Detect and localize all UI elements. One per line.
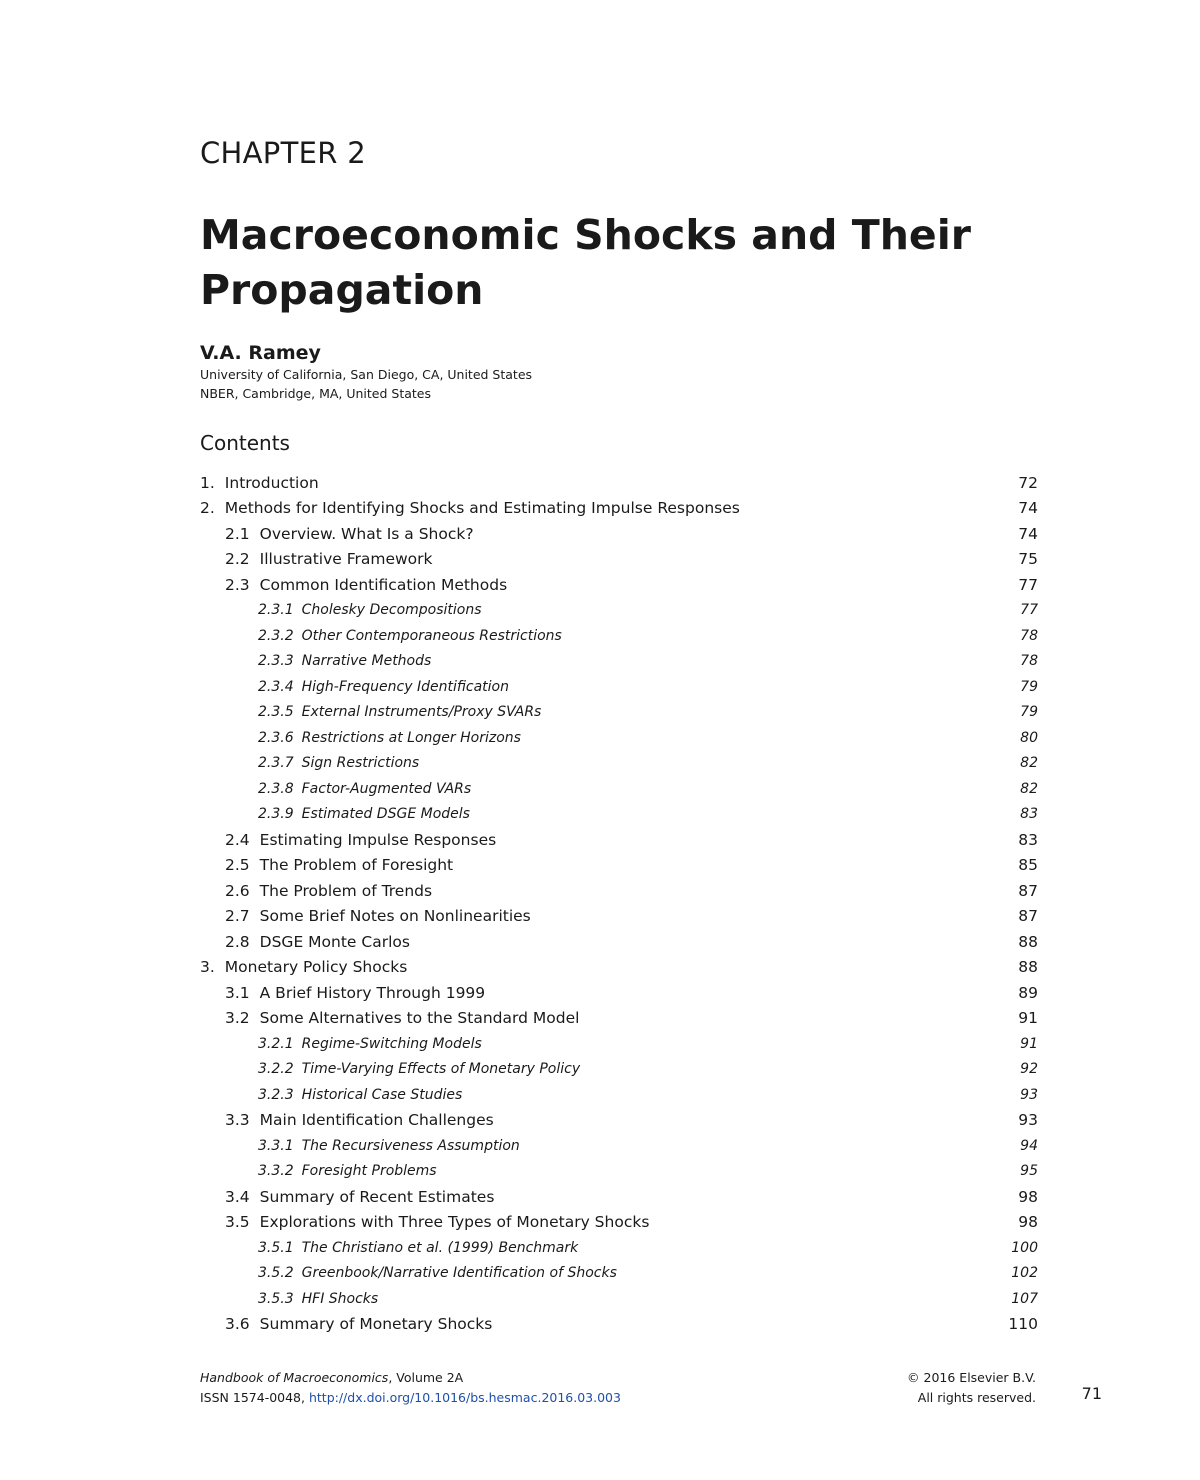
toc-entry[interactable] — [200, 521, 1038, 547]
toc-entry[interactable] — [200, 1133, 1038, 1159]
toc-entry-page: 78 — [1020, 627, 1038, 644]
toc-entry-number: 1. — [200, 473, 215, 492]
toc-entry-label — [225, 1009, 579, 1027]
toc-entry-page: 87 — [1018, 881, 1038, 900]
toc-entry-label — [258, 1036, 482, 1052]
toc-entry[interactable] — [200, 1312, 1038, 1338]
toc-entry-label — [200, 499, 740, 517]
toc-entry-page: 77 — [1020, 602, 1038, 619]
toc-entry[interactable] — [200, 623, 1038, 649]
toc-entry[interactable] — [200, 1261, 1038, 1287]
toc-entry-label — [225, 856, 453, 874]
toc-entry-label — [225, 882, 432, 900]
toc-entry-label — [225, 576, 507, 594]
toc-entry-title: Estimating Impulse Responses — [259, 830, 497, 849]
toc-entry-page: 93 — [1020, 1086, 1038, 1103]
book-title: Handbook of Macroeconomics — [200, 1370, 389, 1385]
toc-entry-title: External Instruments/Proxy SVARs — [301, 704, 542, 721]
toc-entry-number: 2.3.7 — [258, 755, 294, 772]
chapter-title: Macroeconomic Shocks and Their Propagation — [200, 211, 971, 314]
toc-entry-number: 3.5.2 — [258, 1265, 294, 1282]
toc-entry-title: Some Brief Notes on Nonlinearities — [259, 907, 531, 926]
toc-entry-title: Regime-Switching Models — [301, 1035, 482, 1052]
toc-entry[interactable] — [200, 955, 1038, 981]
toc-entry-number: 3.1 — [225, 983, 250, 1002]
toc-entry-label — [258, 653, 431, 669]
toc-entry-page: 95 — [1020, 1163, 1038, 1180]
toc-entry-title: Restrictions at Longer Horizons — [301, 729, 521, 746]
toc-entry[interactable] — [200, 853, 1038, 879]
toc-entry-title: Estimated DSGE Models — [301, 806, 470, 823]
author-affiliation: University of California, San Diego, CA, United States — [200, 367, 533, 382]
toc-entry-page: 91 — [1018, 1009, 1038, 1028]
toc-entry-title: Cholesky Decompositions — [301, 602, 482, 619]
toc-entry-page: 85 — [1018, 856, 1038, 875]
toc-entry-label — [258, 806, 470, 822]
toc-entry-page: 89 — [1018, 983, 1038, 1002]
toc-entry[interactable] — [200, 1235, 1038, 1261]
toc-entry-page: 98 — [1018, 1187, 1038, 1206]
toc-entry-title: Summary of Recent Estimates — [259, 1187, 495, 1206]
toc-entry-label — [258, 602, 482, 618]
toc-entry-title: Factor-Augmented VARs — [301, 780, 472, 797]
toc-entry[interactable] — [200, 1108, 1038, 1134]
toc-entry-label — [258, 1240, 578, 1256]
toc-entry-label — [258, 730, 521, 746]
toc-entry-title: Summary of Monetary Shocks — [259, 1315, 493, 1334]
toc-entry-label — [258, 1265, 617, 1281]
toc-entry-title: Overview. What Is a Shock? — [259, 524, 474, 543]
toc-entry-label — [200, 958, 407, 976]
toc-entry-page: 82 — [1020, 755, 1038, 772]
toc-entry-title: Sign Restrictions — [301, 755, 420, 772]
book-volume: , Volume 2A — [388, 1370, 464, 1385]
toc-entry-number: 3.2 — [225, 1009, 250, 1028]
toc-entry-title: Illustrative Framework — [259, 550, 433, 569]
footer-copyright — [780, 1368, 1036, 1408]
toc-entry-label — [225, 933, 410, 951]
toc-entry-number: 2.3.1 — [258, 602, 294, 619]
toc-entry[interactable] — [200, 649, 1038, 675]
toc-entry-number: 3.3 — [225, 1111, 250, 1130]
toc-entry[interactable] — [200, 929, 1038, 955]
toc-entry[interactable] — [200, 1031, 1038, 1057]
page-number: 71 — [1081, 1384, 1102, 1403]
toc-entry[interactable] — [200, 700, 1038, 726]
toc-entry-number: 2.5 — [225, 856, 250, 875]
toc-entry[interactable] — [200, 470, 1038, 496]
toc-entry[interactable] — [200, 674, 1038, 700]
toc-entry[interactable] — [200, 1210, 1038, 1236]
toc-entry-number: 3.6 — [225, 1315, 250, 1334]
toc-entry-number: 3.2.2 — [258, 1061, 294, 1078]
toc-entry-page: 102 — [1011, 1265, 1038, 1282]
toc-entry-label — [258, 1163, 437, 1179]
toc-entry-number: 2.2 — [225, 550, 250, 569]
toc-entry-label — [258, 1061, 580, 1077]
toc-entry-label — [258, 628, 562, 644]
toc-entry[interactable] — [200, 496, 1038, 522]
toc-entry[interactable] — [200, 904, 1038, 930]
toc-entry-title: The Christiano et al. (1999) Benchmark — [301, 1239, 579, 1256]
toc-entry-label — [225, 907, 531, 925]
toc-entry-label — [225, 1188, 494, 1206]
toc-entry-title: Greenbook/Narrative Identification of Shocks — [301, 1265, 617, 1282]
toc-entry-title: Main Identification Challenges — [259, 1111, 494, 1130]
toc-entry-page: 88 — [1018, 958, 1038, 977]
toc-entry[interactable] — [200, 802, 1038, 828]
toc-entry-page: 83 — [1020, 806, 1038, 823]
toc-entry-page: 77 — [1018, 575, 1038, 594]
toc-entry-title: Time-Varying Effects of Monetary Policy — [301, 1061, 581, 1078]
toc-entry[interactable] — [200, 1286, 1038, 1312]
toc-entry-number: 3.4 — [225, 1187, 250, 1206]
toc-entry-title: Explorations with Three Types of Monetary Shocks — [259, 1213, 650, 1232]
toc-entry-page: 74 — [1018, 524, 1038, 543]
toc-entry-number: 2.8 — [225, 932, 250, 951]
toc-entry-label — [225, 1315, 492, 1333]
table-of-contents — [200, 470, 1038, 1337]
toc-entry-number: 2.3.6 — [258, 729, 294, 746]
footer-citation — [200, 1368, 621, 1408]
toc-entry-number: 2.3.4 — [258, 678, 294, 695]
toc-entry-number: 2.3.3 — [258, 653, 294, 670]
toc-entry[interactable] — [200, 547, 1038, 573]
toc-entry[interactable] — [200, 878, 1038, 904]
toc-entry-title: The Recursiveness Assumption — [301, 1137, 520, 1154]
toc-entry-label — [225, 550, 433, 568]
toc-entry-title: The Problem of Trends — [259, 881, 433, 900]
toc-entry-page: 87 — [1018, 907, 1038, 926]
toc-entry[interactable] — [200, 827, 1038, 853]
toc-entry-page: 79 — [1020, 704, 1038, 721]
toc-entry-number: 3.2.1 — [258, 1035, 294, 1052]
toc-entry[interactable] — [200, 1006, 1038, 1032]
toc-entry-title: Methods for Identifying Shocks and Estimating Impulse Responses — [224, 499, 740, 518]
toc-entry-page: 75 — [1018, 550, 1038, 569]
toc-entry-label — [258, 755, 419, 771]
toc-entry-title: HFI Shocks — [301, 1290, 379, 1307]
toc-entry-page: 72 — [1018, 473, 1038, 492]
toc-entry-number: 2.6 — [225, 881, 250, 900]
toc-entry-page: 88 — [1018, 932, 1038, 951]
toc-entry-page: 82 — [1020, 780, 1038, 797]
toc-entry-page: 91 — [1020, 1035, 1038, 1052]
toc-entry[interactable] — [200, 980, 1038, 1006]
toc-entry[interactable] — [200, 1057, 1038, 1083]
toc-entry[interactable] — [200, 725, 1038, 751]
toc-entry-number: 3.5.3 — [258, 1290, 294, 1307]
author-affiliation: NBER, Cambridge, MA, United States — [200, 386, 431, 401]
toc-entry-title: Introduction — [224, 473, 319, 492]
toc-entry-page: 107 — [1011, 1290, 1038, 1307]
toc-entry-label — [258, 1291, 378, 1307]
toc-entry[interactable] — [200, 572, 1038, 598]
toc-entry-page: 79 — [1020, 678, 1038, 695]
toc-entry-number: 2.4 — [225, 830, 250, 849]
toc-entry-label — [258, 1138, 520, 1154]
toc-entry-number: 3.5 — [225, 1213, 250, 1232]
toc-entry-number: 2.3.8 — [258, 780, 294, 797]
toc-entry-number: 2.3.9 — [258, 806, 294, 823]
toc-entry-page: 98 — [1018, 1213, 1038, 1232]
toc-entry-number: 2.3.5 — [258, 704, 294, 721]
toc-entry-title: The Problem of Foresight — [259, 856, 454, 875]
toc-entry-label — [225, 1213, 649, 1231]
toc-entry[interactable] — [200, 1159, 1038, 1185]
toc-entry-title: Foresight Problems — [301, 1163, 437, 1180]
contents-heading: Contents — [200, 431, 290, 455]
toc-entry-title: DSGE Monte Carlos — [259, 932, 410, 951]
toc-entry-label — [258, 704, 541, 720]
toc-entry-title: Some Alternatives to the Standard Model — [259, 1009, 580, 1028]
toc-entry-number: 3.3.2 — [258, 1163, 294, 1180]
toc-entry-label — [225, 831, 496, 849]
toc-entry-number: 3. — [200, 958, 215, 977]
toc-entry-number: 2.3 — [225, 575, 250, 594]
chapter-label: CHAPTER 2 — [200, 136, 366, 170]
toc-entry-number: 3.2.3 — [258, 1086, 294, 1103]
toc-entry-label — [258, 781, 471, 797]
toc-entry-label — [225, 1111, 494, 1129]
author-name: V.A. Ramey — [200, 342, 321, 364]
toc-entry-page: 93 — [1018, 1111, 1038, 1130]
issn: ISSN 1574-0048, — [200, 1390, 309, 1405]
toc-entry-number: 2. — [200, 499, 215, 518]
toc-entry-title: Historical Case Studies — [301, 1086, 463, 1103]
toc-entry-label — [225, 525, 474, 543]
rights-notice: All rights reserved. — [917, 1390, 1036, 1405]
toc-entry-label — [200, 474, 319, 492]
toc-entry-number: 2.7 — [225, 907, 250, 926]
toc-entry-page: 74 — [1018, 499, 1038, 518]
toc-entry-label — [258, 1087, 462, 1103]
toc-entry[interactable] — [200, 1184, 1038, 1210]
toc-entry[interactable] — [200, 751, 1038, 777]
toc-entry-page: 78 — [1020, 653, 1038, 670]
toc-entry[interactable] — [200, 776, 1038, 802]
toc-entry-title: Other Contemporaneous Restrictions — [301, 627, 562, 644]
toc-entry-page: 83 — [1018, 830, 1038, 849]
toc-entry-number: 3.5.1 — [258, 1239, 294, 1256]
toc-entry-title: A Brief History Through 1999 — [259, 983, 486, 1002]
toc-entry[interactable] — [200, 1082, 1038, 1108]
toc-entry-page: 110 — [1008, 1315, 1038, 1334]
toc-entry-number: 2.1 — [225, 524, 250, 543]
toc-entry-title: Common Identification Methods — [259, 575, 508, 594]
toc-entry-title: Monetary Policy Shocks — [224, 958, 408, 977]
toc-entry-page: 100 — [1011, 1239, 1038, 1256]
toc-entry[interactable] — [200, 598, 1038, 624]
toc-entry-title: High-Frequency Identification — [301, 678, 509, 695]
toc-entry-page: 92 — [1020, 1061, 1038, 1078]
toc-entry-page: 94 — [1020, 1137, 1038, 1154]
toc-entry-page: 80 — [1020, 729, 1038, 746]
toc-entry-label — [258, 679, 509, 695]
doi-link[interactable]: http://dx.doi.org/10.1016/bs.hesmac.2016.03.003 — [308, 1390, 621, 1405]
copyright-notice: © 2016 Elsevier B.V. — [907, 1370, 1036, 1385]
toc-entry-label — [225, 984, 485, 1002]
toc-entry-title: Narrative Methods — [301, 653, 432, 670]
toc-entry-number: 2.3.2 — [258, 627, 294, 644]
toc-entry-number: 3.3.1 — [258, 1137, 294, 1154]
